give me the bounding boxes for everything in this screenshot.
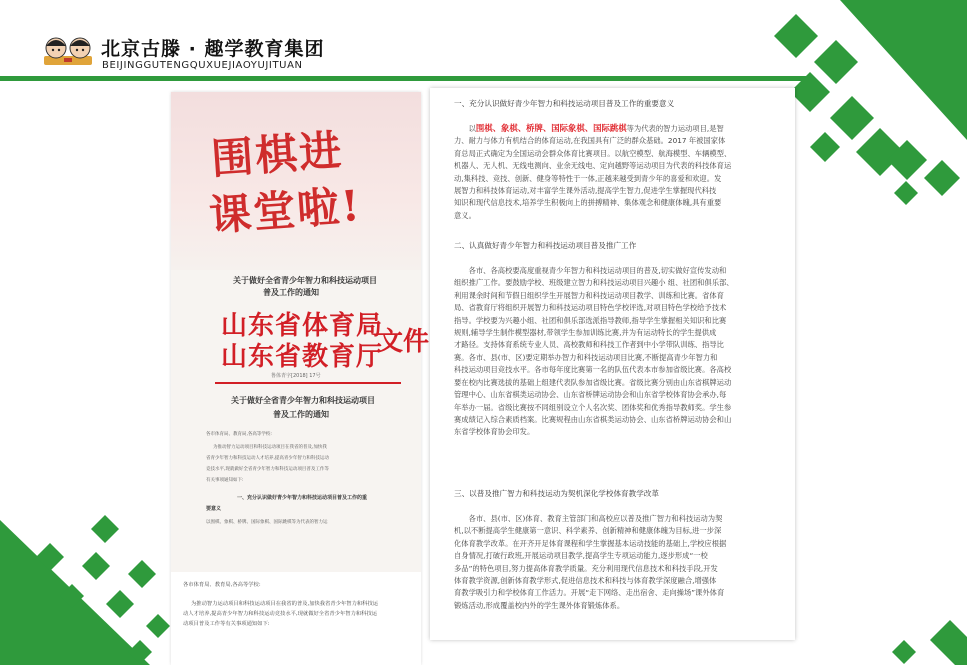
section-2-paragraph-2 [454, 352, 775, 439]
document-label: 文件 [377, 327, 430, 357]
para-line: 年举办一届。省级比赛按不同组别设立个人名次奖、团体奖和优秀指导教师奖。学生参 [454, 402, 732, 412]
section-1-title: 一、充分认识做好青少年智力和科技运动项目普及工作的重要意义 [454, 99, 675, 108]
excerpt-line: 动人才培养,提高青少年智力和科技运动竞技水平,现就做好全省青少年智力和科技运 [183, 611, 378, 617]
section-1-paragraph [454, 122, 775, 222]
doc-section-heading: 一、充分认识做好青少年智力和科技运动项目普及工作的重 [237, 495, 368, 501]
section-3-title: 三、以普及推广智力和科技运动为契机深化学校体育教学改革 [454, 489, 660, 498]
para-line: 东省学校体育协会印发。 [454, 427, 535, 437]
poster-banner [171, 92, 421, 270]
para-line: 化体育教学改革。在开齐开足体育课程和学生掌握基本运动技能的基础上,学校应根据 [454, 538, 727, 548]
chess-types-highlight: 围棋、象棋、桥牌、国际象棋、国际跳棋 [475, 123, 627, 133]
para-line: 赛。 [454, 352, 469, 362]
para-line [454, 352, 775, 364]
excerpt-line: 为推动智力运动项目和科技运动项目在我省的普及,加快我省青少年智力和科技运 [191, 601, 379, 607]
document-title-line1: 关于做好全省青少年智力和科技运动项目 [231, 396, 375, 405]
doc-bottom-excerpt [171, 572, 421, 665]
para-line: 意义。 [454, 210, 476, 220]
para-line: 赛成绩记入综合素质档案。比赛规程由山东省棋类运动协会、山东省桥牌运动协会和山 [454, 415, 732, 425]
para-line: 要在校内比赛选拔的基础上组建代表队参加省级比赛。省级比赛分别由山东省棋牌运动 [454, 377, 732, 387]
doc-section-heading-cont: 要意义 [206, 506, 222, 512]
para-line: 力、耐力与体力有机结合的体育运动,在我国具有广泛的群众基础。2017 年被国家体 [454, 136, 726, 146]
excerpt-line: 动项目普及工作等有关事项通知如下: [183, 621, 270, 627]
doc-text-line: 省青少年智力和科技运动人才培养,提高青少年智力和科技运动 [206, 456, 329, 461]
bureau-name-education: 山东省教育厅 [221, 342, 384, 372]
para-line: 多品”的特色项目,努力提高体育教学质量。充分利用现代信息技术和科技手段,开发 [454, 563, 718, 573]
doc-text-line: 有关事项通知如下: [206, 478, 244, 483]
para1-rest: 等为代表的智力运动项目,是智 [626, 124, 724, 133]
para-line: 机器人、无人机、无线电测向、业余无线电、定向越野等运动项目为代表的科技体育运 [454, 161, 732, 171]
brand-name-cn: 北京古滕 · 趣学教育集团 [101, 38, 325, 60]
para-line: 利用课余时间和节假日组织学生开展智力和科技运动项目教学、训练和比赛。省体育 [454, 290, 724, 300]
para-line: 规则,辅导学生制作模型器材,带领学生参加训练比赛,并为有运动特长的学生提供成 [454, 328, 717, 338]
brand-name-en: BEIJINGGUTENGQUXUEJIAOYUJITUAN [102, 60, 303, 71]
document-title-line2: 普及工作的通知 [273, 410, 329, 419]
right-document-text [430, 88, 795, 640]
doc-text-line: 为推动智力运动项目和科技运动项目在我省的普及,加快我 [213, 445, 327, 450]
para-line: 自身情况,打破行政班,开展运动项目教学,提高学生专项运动能力,逐步形成“一校 [454, 551, 708, 561]
poster-title-line1: 围棋进 [209, 125, 345, 184]
para-line: 锻炼活动,形成覆盖校内外的学生课外体育锻炼体系。 [454, 600, 625, 610]
section-3-paragraph [454, 513, 775, 612]
notice-title-line1: 关于做好全省青少年智力和科技运动项目 [233, 276, 377, 285]
logo-icon [42, 34, 94, 68]
para1-lead: 以 [468, 124, 476, 133]
doc-text-line: 竞技水平,现就做好全省青少年智力和科技运动项目普及工作等 [206, 467, 329, 472]
bureau-name-sport: 山东省体育局 [221, 311, 384, 341]
para-line: 展智力和科技体育运动,对丰富学生课外活动,提高学生智力,促进学生掌握现代科技 [454, 186, 717, 196]
section-2-title: 二、认真做好青少年智力和科技运动项目普及推广工作 [454, 241, 637, 250]
para-line: 才路径。支持体育系统专业人员、高校教师和科技工作者到中小学带队训练、指导比 [454, 340, 724, 350]
para-line [454, 265, 775, 277]
para-line: 机,以不断提高学生健康第一意识、科学素养、创新精神和健康体魄为目标,进一步深 [454, 526, 722, 536]
left-document-image [171, 92, 430, 665]
para-line: 局、省教育厅将组织开展智力和科技运动项目特色学校评选,对项目特色学校给予技术 [454, 303, 727, 313]
para-line: 动,集科技、竞技、创新、健身等特性于一体,正越来越受到青少年的喜爱和欢迎。发 [454, 173, 722, 183]
para-line-text: 各市、各高校要高度重视青少年智力和科技运动项目的普及,切实做好宣传发动和 [468, 266, 727, 275]
notice-title-line2: 普及工作的通知 [263, 288, 319, 297]
section-2-paragraph-1 [454, 265, 775, 364]
para-line: 组织推广工作。要鼓励学校、班级建立智力和科技运动项目兴趣小 组、社团和俱乐部、 [454, 278, 734, 288]
para-line: 管理中心、山东省棋类运动协会、山东省桥牌运动协会和山东省学校体育协会承办,每 [454, 390, 727, 400]
para-line: 育总局正式确定为全国运动会群众体育比赛项目。以航空模型、航海模型、车辆模型、 [454, 148, 732, 158]
header-divider [0, 76, 812, 81]
para-line: 体育教学资源,创新体育教学形式,促进信息技术和科技与体育教学深度融合,增强体 [454, 576, 717, 586]
para-line: 育教学吸引力和学校体育工作活力。开展“走下网络、走出宿舍、走向操场”课外体育 [454, 588, 725, 598]
para-line: 科技运动项目竞技水平。各市每年度比赛第一名的队伍代表本市参加省级比赛。各高校 [454, 365, 732, 375]
excerpt-line: 各市体育局、教育局,各高等学校: [183, 582, 261, 588]
doc-text-line: 以围棋、象棋、桥牌、国际象棋、国际跳棋等为代表的智力运 [206, 520, 328, 525]
doc-text-line: 各市体育局、教育局,各高等学校: [206, 432, 272, 437]
para-line-text: 各市、县(市、区)体育、教育主管部门和高校应以普及推广智力和科技运动为契 [468, 514, 723, 523]
para-line: 知识和现代信息技术,培养学生积极向上的拼搏精神、集体观念和健康体魄,具有重要 [454, 198, 722, 208]
red-divider [215, 382, 401, 384]
para-line-text: 各市、县(市、区)要定期举办智力和科技运动项目比赛,不断提高青少年智力和 [468, 353, 718, 362]
para-line [454, 513, 775, 525]
document-number: 鲁体青字[2018] 17号 [271, 373, 321, 379]
para-line: 指导。学校要为兴趣小组、社团和俱乐部选派指导教师,指导学生掌握相关知识和比赛 [454, 315, 727, 325]
para1-first-line [454, 122, 775, 135]
poster-title-line2: 课堂啦! [207, 180, 364, 241]
